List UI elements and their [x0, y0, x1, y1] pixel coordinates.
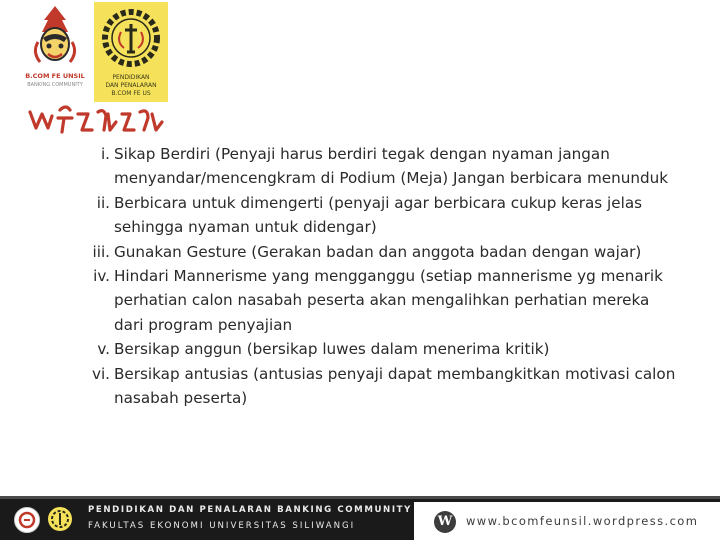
list-item — [76, 142, 676, 191]
footer-bcom-logo-icon — [14, 507, 40, 533]
list-item — [76, 337, 676, 361]
item-number: vi. — [91, 364, 110, 383]
presentation-guidelines-list — [76, 142, 676, 410]
item-number: i. — [100, 145, 110, 163]
bcom-logo — [18, 2, 92, 102]
footer-subtitle: FAKULTAS EKONOMI UNIVERSITAS SILIWANGI — [88, 521, 356, 531]
header-logos — [18, 2, 168, 102]
list-item — [76, 191, 676, 240]
aksara-sunda-script-title — [26, 100, 166, 136]
wayang-mask-icon — [18, 2, 92, 72]
item-number: ii. — [96, 193, 110, 212]
gear-emblem-icon — [94, 2, 168, 72]
footer-penalaran-logo-icon — [48, 507, 72, 531]
footer-divider — [0, 496, 720, 499]
bcom-logo-subcaption: BANKING COMMUNITY — [27, 82, 83, 88]
item-text: Bersikap antusias (antusias penyaji dapat membangkitkan motivasi calon nasabah peserta) — [114, 364, 676, 408]
wordpress-icon: W — [434, 511, 456, 533]
footer-title: PENDIDIKAN DAN PENALARAN BANKING COMMUNITY — [88, 505, 412, 515]
list-item — [76, 240, 676, 264]
item-text: Berbicara untuk dimengerti (penyaji agar berbicara cukup keras jelas sehingga nyaman untuk didengar) — [114, 193, 643, 237]
item-number: iii. — [92, 242, 110, 261]
item-text: Bersikap anggun (bersikap luwes dalam menerima kritik) — [114, 340, 550, 359]
penalaran-logo — [94, 2, 168, 102]
penalaran-caption-line: B.COM FE US — [111, 90, 151, 97]
item-text: Hindari Mannerisme yang mengganggu (setiap mannerisme yg menarik perhatian calon nasabah peserta akan mengalihkan perhatian mereka dari program penyajian — [114, 267, 663, 334]
list-item — [76, 264, 676, 337]
penalaran-logo-caption — [94, 74, 168, 98]
item-number: iv. — [93, 267, 110, 286]
penalaran-caption-line: DAN PENALARAN — [105, 82, 157, 89]
website-link[interactable]: www.bcomfeunsil.wordpress.com — [466, 514, 699, 528]
list-item — [76, 362, 676, 411]
penalaran-caption-line: PENDIDIKAN — [112, 74, 150, 81]
bcom-logo-caption: B.COM FE UNSIL — [25, 72, 85, 80]
item-text: Gunakan Gesture (Gerakan badan dan anggota badan dengan wajar) — [114, 242, 642, 261]
item-text: Sikap Berdiri (Penyaji harus berdiri tegak dengan nyaman jangan menyandar/mencengkram di Podium (Meja) Jangan berbicara menunduk — [114, 145, 669, 188]
item-number: v. — [97, 340, 110, 359]
